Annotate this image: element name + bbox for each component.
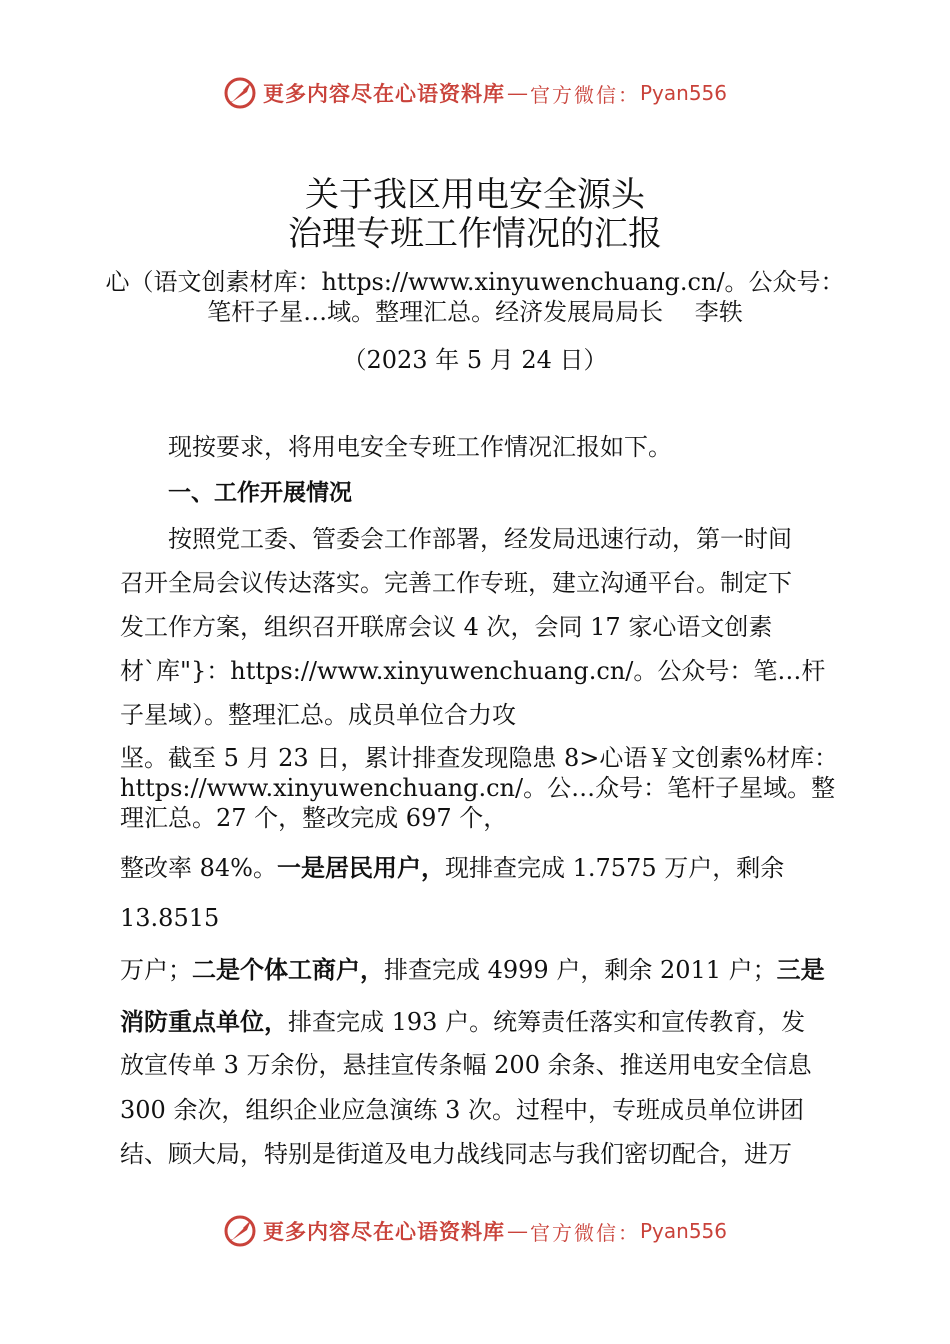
paragraph-line: 发工作方案，组织召开联席会议 4 次，会同 17 家心语文创素: [120, 613, 773, 641]
header-banner: [0, 73, 950, 113]
bold-text-run: 三是: [776, 956, 825, 984]
subtitle-line-2: 笔杆子星…域。整理汇总。经济发展局局长 李轶: [207, 298, 743, 326]
paragraph-line: 材`库"}：https://www.xinyuwenchuang.cn/。公众号：笔…杆: [120, 657, 826, 685]
paragraph-line: [120, 955, 860, 985]
paragraph-line: 坚。截至 5 月 23 日，累计排查发现隐患 8>心语￥文创素%材库：: [120, 744, 839, 772]
paragraph-line: 13.8515: [120, 904, 220, 932]
bold-text-run: 二是个体工商户，: [192, 956, 384, 984]
document-title-line-2: 治理专班工作情况的汇报: [288, 214, 662, 254]
text-run: 现排查完成 1.7575 万户，剩余: [444, 854, 785, 882]
bold-text-run: 消防重点单位，: [120, 1008, 288, 1036]
subtitle-line-1: 心（语文创素材库：https://www.xinyuwenchuang.cn/。公众号：: [105, 268, 845, 296]
paragraph-line: 召开全局会议传达落实。完善工作专班，建立沟通平台。制定下: [120, 569, 792, 597]
document-title-line-1: 关于我区用电安全源头: [305, 175, 645, 215]
paragraph-line: 按照党工委、管委会工作部署，经发局迅速行动，第一时间: [168, 525, 792, 553]
bold-text-run: 一是居民用户，: [276, 854, 445, 882]
paragraph-line: 300 余次，组织企业应急演练 3 次。过程中，专班成员单位讲团: [120, 1096, 804, 1124]
paragraph-line: [120, 1007, 860, 1037]
banner-text: 更多内容尽在心语资料库: [262, 81, 505, 106]
paragraph-line: 放宣传单 3 万余份，悬挂宣传条幅 200 余条、推送用电安全信息: [120, 1051, 812, 1079]
section-heading: 一、工作开展情况: [168, 480, 352, 506]
paragraph-line: [120, 853, 860, 883]
text-run: 整改率 84%。: [120, 854, 277, 882]
intro-paragraph: 现按要求，将用电安全专班工作情况汇报如下。: [168, 433, 672, 461]
text-run: 万户；: [120, 956, 192, 984]
paragraph-line: 理汇总。27 个，整改完成 697 个，: [120, 804, 508, 832]
banner-dash: —: [506, 1219, 528, 1243]
banner-wechat-id: Pyan556: [639, 1219, 727, 1243]
quill-logo-icon: [223, 1214, 257, 1248]
banner-wechat-label: 官方微信：: [529, 82, 640, 107]
paragraph-line: 结、顾大局，特别是街道及电力战线同志与我们密切配合，进万: [120, 1140, 792, 1168]
banner-wechat-id: Pyan556: [639, 81, 727, 105]
banner-wechat-label: 官方微信：: [529, 1220, 640, 1245]
paragraph-line: 子星域）。整理汇总。成员单位合力攻: [120, 701, 516, 729]
banner-text: 更多内容尽在心语资料库: [262, 1219, 505, 1244]
text-run: 排查完成 193 户。统筹责任落实和宣传教育，发: [288, 1008, 806, 1036]
footer-banner: [0, 1211, 950, 1251]
banner-dash: —: [506, 81, 528, 105]
quill-logo-icon: [223, 76, 257, 110]
text-run: 排查完成 4999 户，剩余 2011 户；: [384, 956, 777, 984]
report-date: （2023 年 5 月 24 日）: [342, 346, 608, 374]
paragraph-line: https://www.xinyuwenchuang.cn/。公…众号：笔杆子星域。整: [120, 774, 836, 802]
